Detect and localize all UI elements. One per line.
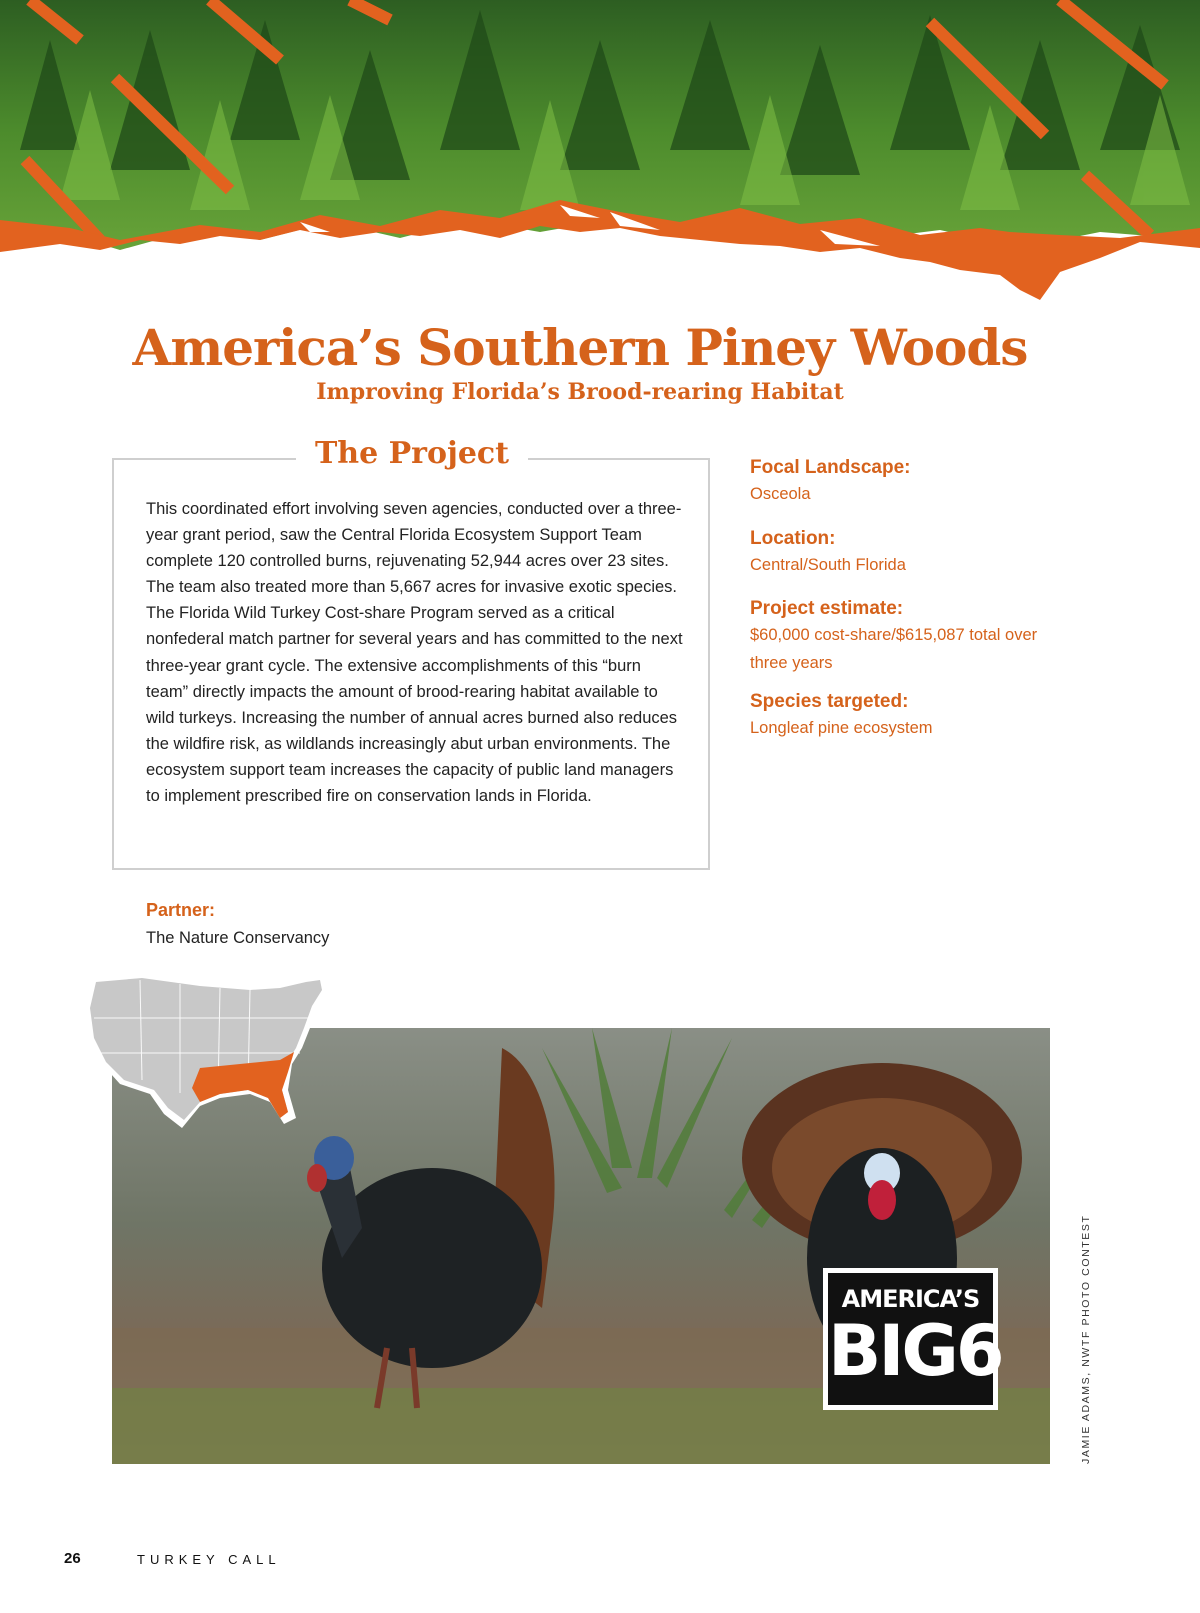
detail-item-focal-landscape <box>750 457 1070 509</box>
detail-value: Longleaf pine ecosystem <box>750 719 933 737</box>
page-number: 26 <box>64 1550 81 1567</box>
page-subtitle: Improving Florida’s Brood-rearing Habitat <box>316 379 844 405</box>
detail-item-project-estimate <box>750 598 1070 677</box>
detail-label: Focal Landscape: <box>750 457 911 478</box>
partner-value: The Nature Conservancy <box>146 929 330 947</box>
detail-value: $60,000 cost-share/$615,087 total over three years <box>750 626 1038 672</box>
magazine-name: TURKEY CALL <box>137 1552 281 1567</box>
partner-label: Partner: <box>146 900 216 920</box>
detail-label: Location: <box>750 527 836 549</box>
detail-label: Project estimate: <box>750 598 904 619</box>
project-body-text: This coordinated effort involving seven agencies, conducted over a three-year grant period, saw the Central Florida Ecosystem Support Team complete 120 controlled burns, rejuvenating 52,944 acres over 23 sites. The team also treated more than 5,667 acres for invasive exotic species. The Florida Wild Turkey Cost-share Program served as a critical nonfederal match partner for several years and has committed to the next three-year grant cycle. The extensive accomplishments of this “burn team” directly impacts the amount of brood-rearing habitat available to wild turkeys. Increasing the number of annual acres burned also reduces the wildfire risk, as wildlands increasingly abut urban environments. The ecosystem support team increases the capacity of public land managers to implement prescribed fire on conservation lands in Florida. <box>146 500 683 806</box>
project-details <box>750 457 1070 743</box>
forest-banner-image <box>0 0 1200 320</box>
detail-value: Osceola <box>750 485 811 503</box>
detail-value: Central/South Florida <box>750 555 906 574</box>
detail-item-location <box>750 528 1070 580</box>
logo-bottom-text: BIG6 <box>828 1310 1002 1392</box>
detail-item-species-targeted <box>750 691 1070 743</box>
americas-big6-logo <box>823 1268 1002 1410</box>
detail-label: Species targeted: <box>750 691 909 712</box>
project-heading: The Project <box>296 436 528 471</box>
us-map-graphic <box>80 968 342 1136</box>
photo-credit: JAMIE ADAMS, NWTF PHOTO CONTEST <box>1080 1214 1092 1464</box>
page-title: America’s Southern Piney Woods <box>132 318 1028 377</box>
logo-top-text: AMERICA’S <box>841 1285 980 1313</box>
